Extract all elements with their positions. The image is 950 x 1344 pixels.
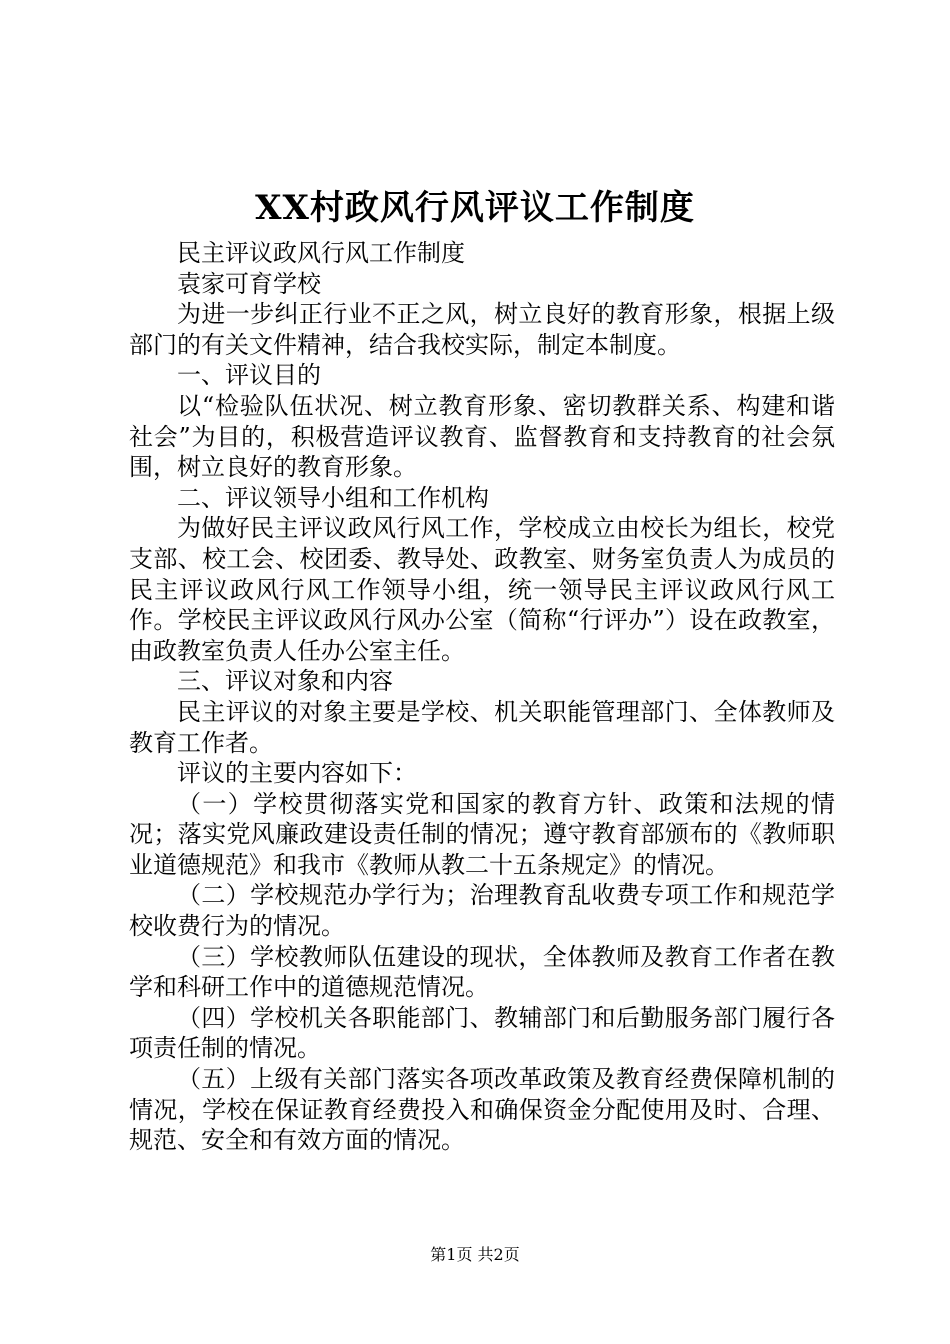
list-item-3: （三）学校教师队伍建设的现状，全体教师及教育工作者在教学和科研工作中的道德规范情况。 — [129, 942, 835, 1002]
list-item-1: （一）学校贯彻落实党和国家的教育方针、政策和法规的情况；落实党风廉政建设责任制的情况；遵守教育部颁布的《教师职业道德规范》和我市《教师从教二十五条规定》的情况。 — [129, 789, 835, 879]
paragraph-leadership: 为做好民主评议政风行风工作，学校成立由校长为组长，校党支部、校工会、校团委、教导处、政教室、财务室负责人为成员的民主评议政风行风工作领导小组，统一领导民主评议政风行风工作。学校民主评议政风行风办公室（简称“行评办”）设在政教室，由政教室负责人任办公室主任。 — [129, 514, 835, 665]
paragraph-subtitle: 民主评议政风行风工作制度 — [177, 239, 465, 267]
section-heading-objects: 三、评议对象和内容 — [177, 667, 393, 696]
section-heading-leadership: 二、评议领导小组和工作机构 — [177, 483, 489, 512]
document-body — [129, 238, 835, 1156]
page-footer: 第1页 共2页 — [430, 1245, 520, 1264]
list-item-4: （四）学校机关各职能部门、教辅部门和后勤服务部门履行各项责任制的情况。 — [129, 1003, 835, 1063]
document-title: XX村政风行风评议工作制度 — [255, 188, 695, 228]
paragraph-content-intro: 评议的主要内容如下： — [177, 759, 417, 788]
list-item-2: （二）学校规范办学行为；治理教育乱收费专项工作和规范学校收费行为的情况。 — [129, 881, 835, 941]
section-heading-purpose: 一、评议目的 — [177, 361, 321, 390]
paragraph-purpose: 以“检验队伍状况、树立教育形象、密切教群关系、构建和谐社会”为目的，积极营造评议教育、监督教育和支持教育的社会氛围，树立良好的教育形象。 — [129, 391, 835, 482]
paragraph-school-name: 袁家可育学校 — [177, 269, 321, 298]
list-item-5: （五）上级有关部门落实各项改革政策及教育经费保障机制的情况，学校在保证教育经费投入和确保资金分配使用及时、合理、规范、安全和有效方面的情况。 — [129, 1065, 835, 1155]
paragraph-objects: 民主评议的对象主要是学校、机关职能管理部门、全体教师及教育工作者。 — [129, 697, 835, 757]
paragraph-intro: 为进一步纠正行业不正之风，树立良好的教育形象，根据上级部门的有关文件精神，结合我校实际，制定本制度。 — [129, 300, 835, 359]
